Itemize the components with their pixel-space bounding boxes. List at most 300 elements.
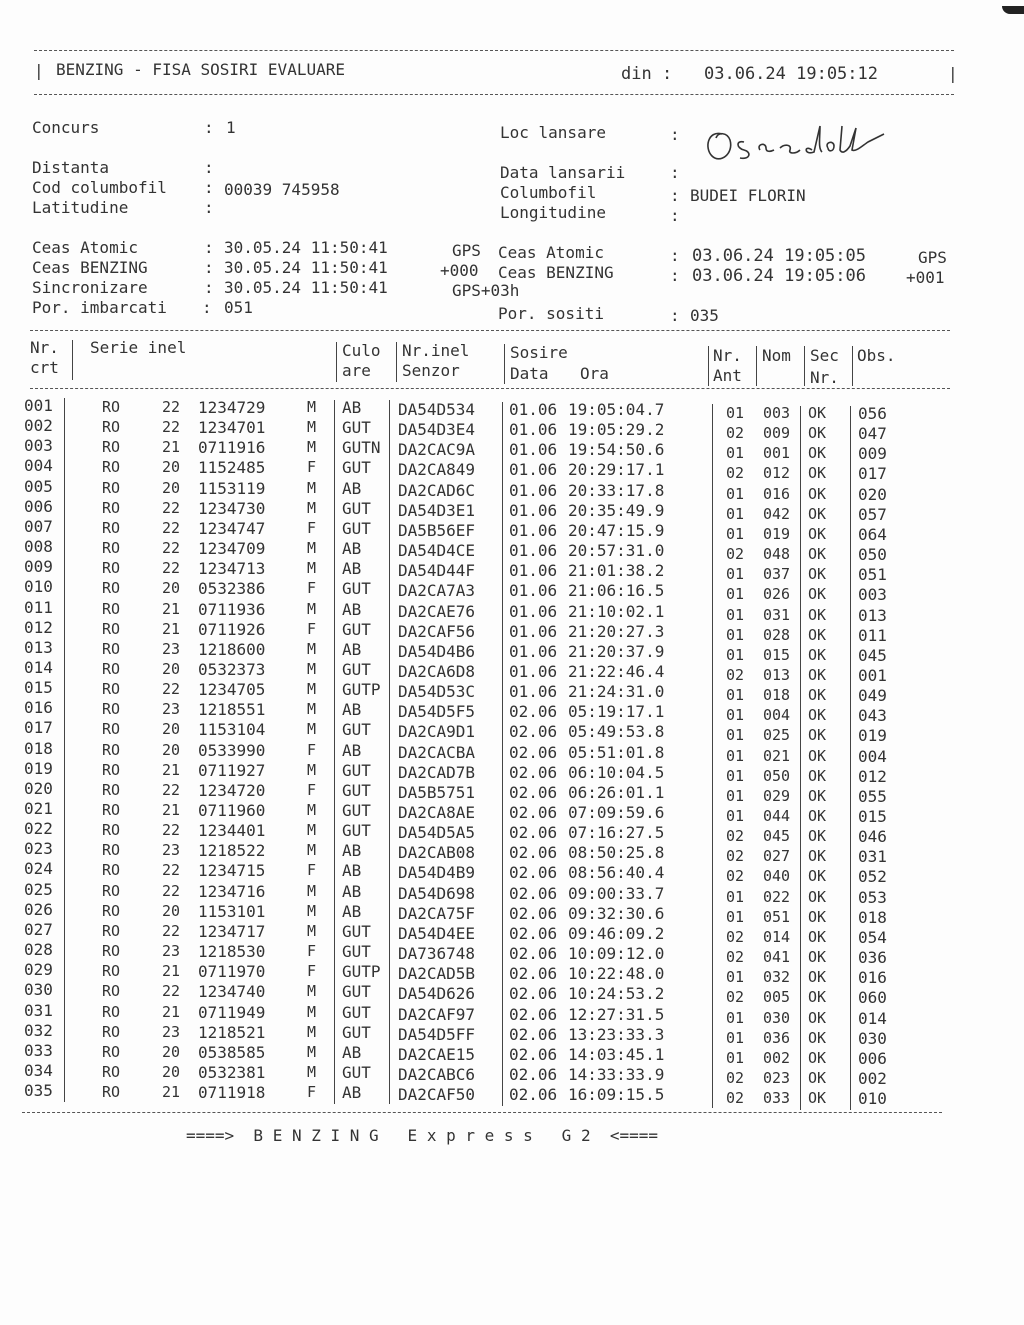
row-nr: 031 <box>24 1000 53 1020</box>
row-color: GUT <box>342 780 371 800</box>
table-row <box>0 516 1024 544</box>
clock-right-value-sositi: 035 <box>690 306 719 325</box>
table-row <box>0 819 1024 847</box>
row-nom: 005 <box>763 988 791 1007</box>
row-country: RO <box>102 881 121 900</box>
row-sex: M <box>307 398 317 416</box>
row-arrival-date: 01.06 <box>509 601 558 621</box>
row-nr: 003 <box>24 436 53 456</box>
row-sensor-ring: DA2CA849 <box>398 460 476 480</box>
row-arrival-time: 20:35:49.9 <box>568 500 665 520</box>
row-ring-number: 0532373 <box>198 659 266 679</box>
clock-left-value-atomic: 30.05.24 11:50:41 <box>224 238 388 257</box>
row-arrival-time: 10:22:48.0 <box>568 964 665 984</box>
row-nom: 009 <box>763 424 791 443</box>
row-sensor-ring: DA2CAF97 <box>398 1004 476 1024</box>
row-year: 22 <box>162 861 181 880</box>
table-row <box>0 879 1024 907</box>
info-label-columbofil: Columbofil <box>500 183 597 202</box>
clock-left-sep-sincronizare: : <box>204 278 214 297</box>
row-year: 22 <box>162 881 181 900</box>
row-antenna: 02 <box>726 867 745 886</box>
row-nr: 006 <box>24 496 53 516</box>
row-nom: 029 <box>763 786 791 805</box>
table-row <box>0 537 1024 565</box>
row-nr: 001 <box>24 396 53 415</box>
row-obs: 003 <box>858 585 887 605</box>
row-country: RO <box>102 720 121 739</box>
row-nr: 014 <box>24 657 53 677</box>
row-sensor-ring: DA54D53C <box>398 682 476 702</box>
row-country: RO <box>102 861 121 880</box>
row-year: 22 <box>162 821 181 840</box>
row-nr: 013 <box>24 637 53 657</box>
header-divider <box>336 342 337 382</box>
row-arrival-date: 01.06 <box>509 561 558 581</box>
row-year: 20 <box>162 659 181 678</box>
col-header-sec-1: Sec <box>810 346 839 365</box>
row-nom: 050 <box>763 766 791 785</box>
row-ring-number: 1218521 <box>198 1022 266 1042</box>
row-color: AB <box>342 1083 362 1103</box>
row-security: OK <box>808 1068 827 1087</box>
row-arrival-time: 07:09:59.6 <box>568 803 665 822</box>
row-color: GUT <box>342 921 371 941</box>
row-security: OK <box>808 1048 827 1067</box>
row-year: 22 <box>162 680 181 699</box>
row-year: 21 <box>162 1002 181 1021</box>
row-country: RO <box>102 639 121 658</box>
row-color: AB <box>342 559 362 579</box>
row-color: GUT <box>342 982 371 1002</box>
row-arrival-date: 01.06 <box>509 520 558 540</box>
row-nom: 016 <box>763 484 791 503</box>
row-obs: 001 <box>858 665 887 685</box>
row-sex: M <box>307 418 317 437</box>
col-header-ring: Serie inel <box>90 338 187 357</box>
row-ring-number: 0711926 <box>198 619 266 639</box>
clock-right-label-benzing: Ceas BENZING <box>498 263 614 282</box>
row-sensor-ring: DA2CAE15 <box>398 1044 476 1064</box>
row-nom: 025 <box>763 726 791 745</box>
table-divider <box>800 406 801 1110</box>
table-divider <box>334 400 335 1104</box>
row-sex: F <box>307 962 317 981</box>
row-arrival-date: 01.06 <box>509 440 558 460</box>
row-obs: 013 <box>858 605 887 625</box>
row-nr: 025 <box>24 879 53 899</box>
row-sensor-ring: DA2CA9D1 <box>398 722 476 742</box>
info-value-columbofil: BUDEI FLORIN <box>690 186 806 205</box>
clock-left-sep-imbarcati: : <box>202 298 212 317</box>
table-row <box>0 839 1024 867</box>
row-ring-number: 1234717 <box>198 921 266 941</box>
header-divider <box>852 346 853 386</box>
row-country: RO <box>102 398 121 416</box>
row-arrival-date: 01.06 <box>509 621 558 641</box>
row-ring-number: 1234730 <box>198 498 266 518</box>
header-divider <box>396 342 397 382</box>
row-sex: M <box>307 1022 317 1041</box>
row-sex: F <box>307 619 317 638</box>
row-security: OK <box>808 746 827 765</box>
info-sep-distanta: : <box>204 158 214 177</box>
row-security: OK <box>808 665 827 684</box>
row-nr: 034 <box>24 1060 53 1080</box>
row-country: RO <box>102 921 121 940</box>
row-nom: 001 <box>763 444 791 463</box>
row-sex: M <box>307 539 317 558</box>
table-row <box>0 617 1024 645</box>
row-security: OK <box>808 706 827 725</box>
row-nr: 026 <box>24 899 53 919</box>
row-year: 22 <box>162 921 181 940</box>
row-antenna: 01 <box>726 887 745 906</box>
row-nr: 015 <box>24 678 53 698</box>
row-nr: 007 <box>24 516 53 536</box>
row-sex: M <box>307 1042 317 1061</box>
row-nom: 040 <box>763 867 791 886</box>
row-sensor-ring: DA2CA8AE <box>398 803 476 822</box>
header-divider <box>72 340 73 380</box>
clock-left-suffix-benzing: +000 <box>440 261 479 280</box>
row-sensor-ring: DA54D44F <box>398 561 476 581</box>
row-antenna: 01 <box>726 585 745 604</box>
row-year: 21 <box>162 599 181 618</box>
row-arrival-date: 01.06 <box>509 460 558 480</box>
header-bottom-rule <box>34 94 954 95</box>
row-obs: 045 <box>858 645 887 665</box>
row-nom: 012 <box>763 464 791 483</box>
row-security: OK <box>808 827 827 846</box>
row-color: AB <box>342 740 362 760</box>
row-arrival-time: 08:50:25.8 <box>568 843 665 863</box>
row-antenna: 02 <box>726 424 745 443</box>
table-row <box>0 1060 1024 1088</box>
row-antenna: 02 <box>726 665 745 684</box>
row-nr: 008 <box>24 537 53 557</box>
row-ring-number: 1218551 <box>198 700 266 720</box>
header-left-bar: | <box>34 61 44 80</box>
row-sex: F <box>307 518 317 537</box>
clock-left-value-benzing: 30.05.24 11:50:41 <box>224 258 388 277</box>
row-country: RO <box>102 680 121 699</box>
clock-right-value-benzing: 03.06.24 19:05:06 <box>692 266 866 286</box>
row-ring-number: 0532381 <box>198 1062 266 1082</box>
row-arrival-time: 10:24:53.2 <box>568 984 665 1004</box>
row-sex: M <box>307 680 317 699</box>
row-color: AB <box>342 841 362 861</box>
row-arrival-time: 05:19:17.1 <box>568 702 665 722</box>
row-sex: M <box>307 720 317 739</box>
row-sensor-ring: DA2CA7A3 <box>398 581 476 601</box>
table-divider <box>389 400 390 1104</box>
row-obs: 036 <box>858 948 887 968</box>
row-color: AB <box>342 599 362 619</box>
row-antenna: 01 <box>726 766 745 785</box>
row-color: GUT <box>342 619 371 639</box>
row-nom: 032 <box>763 968 791 987</box>
row-year: 20 <box>162 740 181 759</box>
row-obs: 047 <box>858 424 887 444</box>
row-ring-number: 1234401 <box>198 821 266 841</box>
row-arrival-date: 02.06 <box>509 823 558 843</box>
row-obs: 011 <box>858 625 887 645</box>
row-nr: 009 <box>24 557 53 577</box>
row-ring-number: 1234709 <box>198 539 266 559</box>
row-security: OK <box>808 988 827 1007</box>
row-ring-number: 1234747 <box>198 518 266 538</box>
row-nr: 033 <box>24 1040 53 1060</box>
row-arrival-time: 20:29:17.1 <box>568 460 665 480</box>
row-year: 22 <box>162 518 181 537</box>
row-nr: 005 <box>24 476 53 496</box>
row-ring-number: 1234713 <box>198 559 266 579</box>
row-country: RO <box>102 982 121 1001</box>
info-value-concurs: 1 <box>226 118 236 137</box>
row-antenna: 01 <box>726 968 745 987</box>
col-header-color-1: Culo <box>342 341 381 360</box>
row-sex: F <box>307 1083 317 1102</box>
row-country: RO <box>102 841 121 860</box>
row-sensor-ring: DA2CAE76 <box>398 601 476 621</box>
clock-left-value-sincronizare: 30.05.24 11:50:41 <box>224 278 388 297</box>
row-sex: M <box>307 599 317 618</box>
row-antenna: 01 <box>726 706 745 725</box>
row-security: OK <box>808 968 827 987</box>
row-security: OK <box>808 464 827 483</box>
row-antenna: 01 <box>726 625 745 644</box>
info-label-longitudine: Longitudine <box>500 203 606 222</box>
row-color: GUT <box>342 418 371 438</box>
header-top-rule <box>34 50 954 51</box>
row-security: OK <box>808 585 827 604</box>
row-year: 21 <box>162 760 181 779</box>
row-sex: M <box>307 659 317 678</box>
row-ring-number: 1153101 <box>198 901 266 921</box>
clock-left-label-sincronizare: Sincronizare <box>32 278 148 297</box>
row-ring-number: 1218600 <box>198 639 266 659</box>
row-antenna: 01 <box>726 726 745 745</box>
row-color: GUTN <box>342 438 381 458</box>
row-ring-number: 1218530 <box>198 942 266 962</box>
row-nr: 022 <box>24 819 53 839</box>
col-header-nr-1: Nr. <box>30 338 59 357</box>
row-color: GUT <box>342 659 371 679</box>
row-color: GUT <box>342 518 371 538</box>
row-sex: F <box>307 579 317 598</box>
row-nr: 019 <box>24 758 53 778</box>
row-nr: 012 <box>24 617 53 637</box>
row-nr: 028 <box>24 940 53 960</box>
row-security: OK <box>808 404 827 422</box>
row-obs: 051 <box>858 565 887 585</box>
row-nom: 051 <box>763 907 791 926</box>
row-sensor-ring: DA2CAB08 <box>398 843 476 863</box>
row-country: RO <box>102 579 121 598</box>
row-arrival-time: 21:10:02.1 <box>568 601 665 621</box>
col-header-color-2: are <box>342 361 371 380</box>
row-sex: M <box>307 841 317 860</box>
row-arrival-time: 14:33:33.9 <box>568 1064 665 1084</box>
info-sep-loc-lansare: : <box>670 125 680 144</box>
row-sex: M <box>307 881 317 900</box>
row-arrival-time: 21:06:16.5 <box>568 581 665 601</box>
row-year: 21 <box>162 619 181 638</box>
row-obs: 006 <box>858 1048 887 1068</box>
row-ring-number: 1234705 <box>198 680 266 700</box>
row-color: GUT <box>342 1002 371 1022</box>
info-label-data-lansarii: Data lansarii <box>500 163 626 182</box>
printed-at-value: 03.06.24 19:05:12 <box>704 64 878 84</box>
row-obs: 054 <box>858 927 887 947</box>
row-obs: 002 <box>858 1068 887 1088</box>
row-security: OK <box>808 1089 827 1108</box>
col-header-obs: Obs. <box>857 346 896 365</box>
row-arrival-time: 19:54:50.6 <box>568 440 665 460</box>
row-nom: 028 <box>763 625 791 644</box>
row-arrival-date: 01.06 <box>509 500 558 520</box>
row-country: RO <box>102 962 121 981</box>
row-security: OK <box>808 444 827 463</box>
row-antenna: 01 <box>726 504 745 523</box>
row-ring-number: 0533990 <box>198 740 266 760</box>
info-label-loc-lansare: Loc lansare <box>500 123 606 142</box>
row-ring-number: 1234716 <box>198 881 266 901</box>
row-color: AB <box>342 861 362 881</box>
table-row <box>0 597 1024 625</box>
row-country: RO <box>102 418 121 437</box>
row-arrival-date: 01.06 <box>509 581 558 601</box>
row-security: OK <box>808 625 827 644</box>
row-sensor-ring: DA2CAC9A <box>398 440 476 460</box>
table-row <box>0 637 1024 665</box>
row-year: 23 <box>162 1022 181 1041</box>
row-color: AB <box>342 1042 362 1062</box>
col-header-sec-2: Nr. <box>810 368 839 387</box>
table-row <box>0 1000 1024 1028</box>
row-color: AB <box>342 398 362 417</box>
row-antenna: 01 <box>726 484 745 503</box>
row-arrival-date: 02.06 <box>509 1085 558 1105</box>
row-obs: 016 <box>858 968 887 988</box>
col-header-ant-2: Ant <box>713 366 742 385</box>
row-country: RO <box>102 659 121 678</box>
row-security: OK <box>808 887 827 906</box>
row-sensor-ring: DA2CAD5B <box>398 964 476 984</box>
row-nom: 026 <box>763 585 791 604</box>
row-nom: 015 <box>763 645 791 664</box>
row-country: RO <box>102 438 121 457</box>
row-nom: 004 <box>763 706 791 725</box>
row-arrival-date: 02.06 <box>509 984 558 1004</box>
row-sensor-ring: DA54D3E1 <box>398 500 476 520</box>
row-sex: M <box>307 438 317 457</box>
row-nom: 031 <box>763 605 791 624</box>
table-divider <box>502 402 503 1106</box>
row-arrival-time: 16:09:15.5 <box>568 1085 665 1105</box>
row-year: 21 <box>162 801 181 819</box>
row-sex: M <box>307 982 317 1001</box>
printed-at-label: din : <box>621 64 673 84</box>
row-nom: 013 <box>763 665 791 684</box>
row-arrival-time: 10:09:12.0 <box>568 944 665 964</box>
table-row <box>0 859 1024 887</box>
table-divider <box>850 406 851 1110</box>
row-color: GUT <box>342 942 371 962</box>
row-arrival-time: 05:49:53.8 <box>568 722 665 742</box>
row-nom: 033 <box>763 1089 791 1108</box>
row-sensor-ring: DA54D4B6 <box>398 641 476 661</box>
row-sensor-ring: DA2CAF50 <box>398 1085 476 1105</box>
row-obs: 014 <box>858 1008 887 1028</box>
row-sex: M <box>307 921 317 940</box>
row-sex: M <box>307 639 317 658</box>
row-country: RO <box>102 901 121 920</box>
row-sensor-ring: DA54D5A5 <box>398 823 476 843</box>
row-sensor-ring: DA54D5FF <box>398 1024 476 1044</box>
row-year: 20 <box>162 1042 181 1061</box>
row-sex: M <box>307 821 317 840</box>
row-nom: 019 <box>763 524 791 543</box>
row-arrival-date: 02.06 <box>509 722 558 742</box>
col-header-arrival: Sosire <box>510 343 568 362</box>
row-color: GUT <box>342 821 371 841</box>
row-antenna: 01 <box>726 444 745 463</box>
row-arrival-time: 21:20:27.3 <box>568 621 665 641</box>
row-nr: 018 <box>24 738 53 758</box>
row-arrival-time: 08:56:40.4 <box>568 863 665 883</box>
table-row <box>0 919 1024 947</box>
row-antenna: 01 <box>726 686 745 705</box>
row-color: GUT <box>342 1022 371 1042</box>
row-color: GUTP <box>342 962 381 982</box>
footer-banner: ====> B E N Z I N G E x p r e s s G 2 <==== <box>186 1126 659 1145</box>
row-obs: 009 <box>858 444 887 464</box>
table-row <box>0 980 1024 1008</box>
row-obs: 050 <box>858 545 887 565</box>
row-obs: 064 <box>858 524 887 544</box>
row-antenna: 02 <box>726 1068 745 1087</box>
table-row <box>0 396 1024 423</box>
table-row <box>0 496 1024 524</box>
row-sex: F <box>307 780 317 799</box>
row-nom: 018 <box>763 686 791 705</box>
header-right-bar: | <box>948 64 958 83</box>
col-header-nr-2: crt <box>30 358 59 377</box>
clock-right-sep-atomic: : <box>670 246 680 265</box>
table-header-top-rule <box>30 330 950 331</box>
info-label-distanta: Distanta <box>32 158 110 177</box>
row-nr: 024 <box>24 859 53 879</box>
row-arrival-date: 02.06 <box>509 762 558 782</box>
row-antenna: 02 <box>726 1089 745 1108</box>
row-sex: F <box>307 861 317 880</box>
row-arrival-date: 02.06 <box>509 1004 558 1024</box>
row-arrival-date: 02.06 <box>509 843 558 863</box>
row-nr: 035 <box>24 1081 53 1101</box>
table-row <box>0 476 1024 504</box>
row-antenna: 01 <box>726 1048 745 1067</box>
info-sep-columbofil: : <box>670 186 680 205</box>
row-obs: 049 <box>858 686 887 706</box>
row-nom: 037 <box>763 565 791 584</box>
row-antenna: 01 <box>726 645 745 664</box>
row-country: RO <box>102 599 121 618</box>
row-antenna: 01 <box>726 907 745 926</box>
row-nom: 002 <box>763 1048 791 1067</box>
row-sensor-ring: DA54D4B9 <box>398 863 476 883</box>
